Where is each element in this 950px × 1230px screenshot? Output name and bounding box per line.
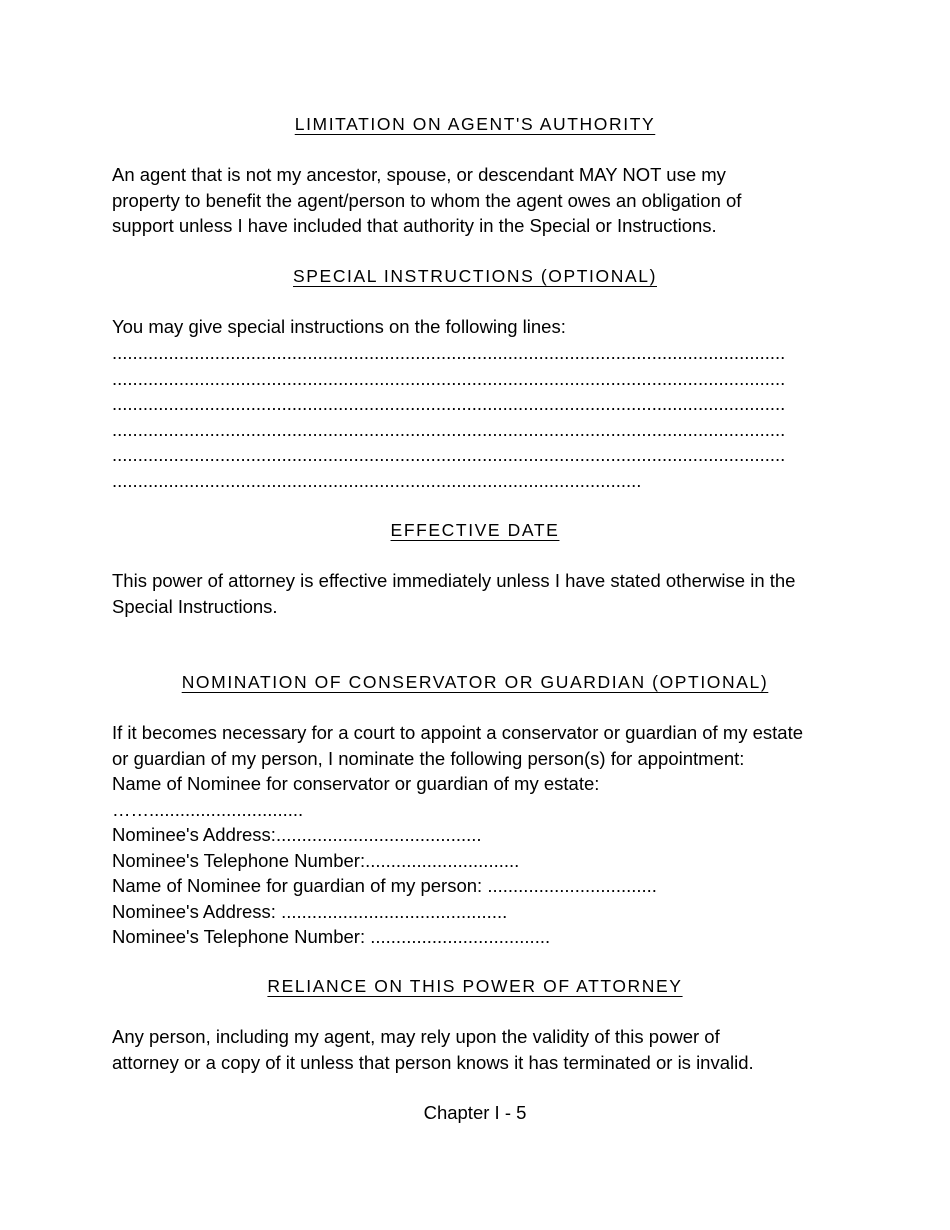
instruction-blank-line[interactable]: ................................................................................................................................... (112, 418, 786, 440)
nominee-estate-phone-field[interactable]: Nominee's Telephone Number:.............................. (112, 849, 520, 871)
nominee-estate-label: Name of Nominee for conservator or guardian of my estate: (112, 773, 600, 794)
nominee-estate-address-field[interactable]: Nominee's Address:........................................ (112, 824, 482, 845)
nomination-paragraph (112, 720, 852, 950)
effective-date-heading: EFFECTIVE DATE (390, 520, 560, 540)
reliance-line: attorney or a copy of it unless that person knows it has terminated or is invalid. (112, 1051, 754, 1073)
instruction-blank-line[interactable]: ................................................................................................................................... (112, 367, 786, 389)
document-page (112, 0, 838, 1230)
nominee-person-address-field[interactable]: Nominee's Address: ............................................ (112, 900, 508, 922)
instruction-blank-line[interactable]: ................................................................................................................................... (112, 393, 786, 414)
special-instructions-lines (112, 340, 838, 493)
effective-line: Special Instructions. (112, 595, 278, 617)
nominee-estate-name-field[interactable]: …….............................. (112, 798, 304, 820)
reliance-heading: RELIANCE ON THIS POWER OF ATTORNEY (267, 976, 683, 996)
instruction-blank-line[interactable]: ....................................................................................................... (112, 469, 642, 491)
reliance-line: Any person, including my agent, may rely upon the validity of this power of (112, 1026, 720, 1047)
nominee-person-name-field[interactable]: Name of Nominee for guardian of my person: ................................. (112, 875, 657, 896)
nominee-person-phone-field[interactable]: Nominee's Telephone Number: ................................... (112, 926, 551, 947)
effective-line: This power of attorney is effective immediately unless I have stated otherwise in the (112, 570, 796, 591)
nomination-heading: NOMINATION OF CONSERVATOR OR GUARDIAN (OPTIONAL) (181, 672, 769, 692)
instruction-blank-line[interactable]: ................................................................................................................................... (112, 444, 786, 465)
reliance-paragraph (112, 1024, 852, 1075)
limitation-paragraph (112, 162, 852, 239)
page-number-footer: Chapter I - 5 (423, 1102, 527, 1123)
instruction-blank-line[interactable]: ................................................................................................................................... (112, 342, 786, 363)
limitation-heading: LIMITATION ON AGENT'S AUTHORITY (294, 114, 656, 134)
nomination-line: If it becomes necessary for a court to appoint a conservator or guardian of my estate (112, 722, 804, 743)
effective-date-paragraph (112, 568, 852, 619)
limitation-line: support unless I have included that authority in the Special or Instructions. (112, 215, 717, 236)
limitation-line: property to benefit the agent/person to whom the agent owes an obligation of (112, 189, 742, 211)
special-instructions-intro: You may give special instructions on the following lines: (112, 316, 566, 337)
limitation-line: An agent that is not my ancestor, spouse, or descendant MAY NOT use my (112, 164, 726, 185)
nomination-line: or guardian of my person, I nominate the following person(s) for appointment: (112, 747, 745, 769)
special-instructions-heading: SPECIAL INSTRUCTIONS (OPTIONAL) (293, 266, 657, 286)
